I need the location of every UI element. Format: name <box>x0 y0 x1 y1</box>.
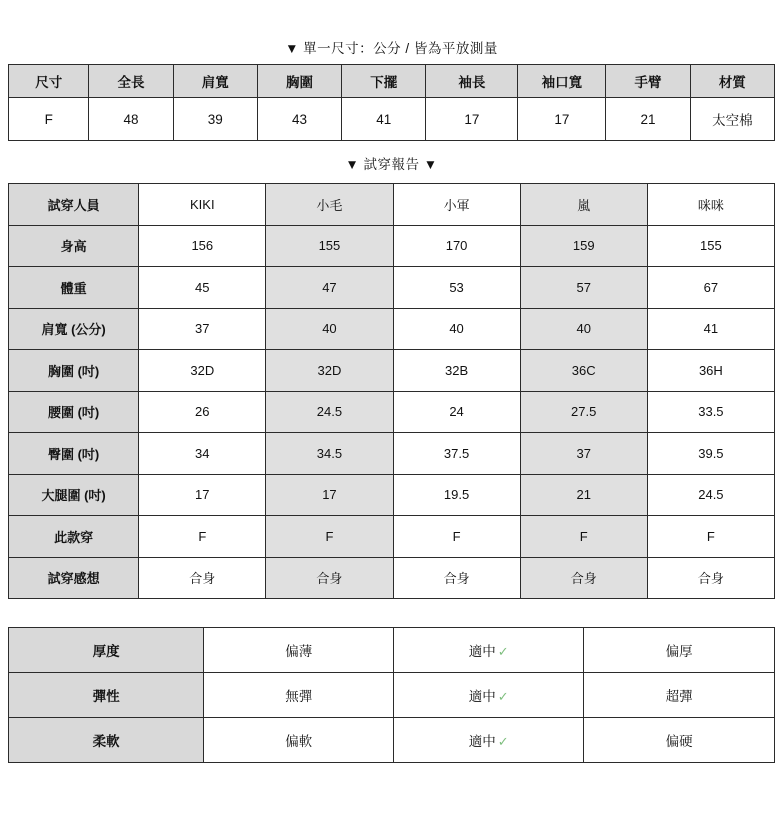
report-row-label: 腰圍 (吋) <box>9 391 139 433</box>
size-header-cell: 下擺 <box>342 65 426 98</box>
feel-option[interactable] <box>584 673 775 718</box>
size-value-cell: 21 <box>606 98 690 141</box>
table-row <box>9 474 775 516</box>
size-value-cell: 17 <box>518 98 606 141</box>
size-header-cell: 材質 <box>690 65 774 98</box>
size-header-cell: 尺寸 <box>9 65 89 98</box>
report-cell: 24.5 <box>266 391 393 433</box>
report-cell: 37 <box>520 433 647 475</box>
check-icon: ✓ <box>497 644 509 659</box>
report-row-label: 胸圍 (吋) <box>9 350 139 392</box>
report-cell: 合身 <box>393 557 520 599</box>
size-header-cell: 袖口寬 <box>518 65 606 98</box>
feel-option[interactable] <box>204 718 394 763</box>
size-table <box>8 64 775 141</box>
report-cell: 155 <box>647 225 774 267</box>
size-value-cell: 41 <box>342 98 426 141</box>
report-cell: 47 <box>266 267 393 309</box>
table-row <box>9 557 775 599</box>
size-table-value-row <box>9 98 775 141</box>
report-cell: 37.5 <box>393 433 520 475</box>
report-row-label: 身高 <box>9 225 139 267</box>
table-row <box>9 628 775 673</box>
size-value-cell: 39 <box>173 98 257 141</box>
report-cell: 19.5 <box>393 474 520 516</box>
report-cell: F <box>266 516 393 558</box>
feel-option[interactable] <box>394 718 584 763</box>
report-cell: 40 <box>520 308 647 350</box>
feel-option[interactable] <box>584 718 775 763</box>
report-cell: 155 <box>266 225 393 267</box>
feel-option-label: 無彈 <box>285 689 313 704</box>
report-row-label: 臀圍 (吋) <box>9 433 139 475</box>
feel-option-label: 偏厚 <box>665 644 693 659</box>
feel-option-label: 超彈 <box>665 689 693 704</box>
report-row-label: 肩寬 (公分) <box>9 308 139 350</box>
report-cell: 小軍 <box>393 184 520 226</box>
table-row <box>9 391 775 433</box>
check-icon: ✓ <box>497 734 509 749</box>
report-cell: 17 <box>139 474 266 516</box>
fitting-report-body <box>9 184 775 599</box>
report-cell: 21 <box>520 474 647 516</box>
table-row <box>9 433 775 475</box>
size-section-title: ▼ 單一尺寸：公分 / 皆為平放測量 <box>285 41 498 56</box>
report-cell: 67 <box>647 267 774 309</box>
report-cell: F <box>520 516 647 558</box>
report-cell: 39.5 <box>647 433 774 475</box>
feel-option-label: 偏軟 <box>285 734 313 749</box>
report-cell: 32D <box>266 350 393 392</box>
report-cell: 32B <box>393 350 520 392</box>
size-value-cell: 43 <box>257 98 341 141</box>
report-cell: 36C <box>520 350 647 392</box>
report-cell: 53 <box>393 267 520 309</box>
table-row <box>9 267 775 309</box>
report-cell: 24.5 <box>647 474 774 516</box>
report-cell: 合身 <box>266 557 393 599</box>
size-value-cell: 太空棉 <box>690 98 774 141</box>
report-row-label: 體重 <box>9 267 139 309</box>
feel-option-label: 適中 <box>468 734 496 749</box>
report-cell: 合身 <box>520 557 647 599</box>
report-cell: 40 <box>393 308 520 350</box>
feel-option[interactable] <box>204 673 394 718</box>
report-cell: 26 <box>139 391 266 433</box>
report-cell: 45 <box>139 267 266 309</box>
report-cell: 159 <box>520 225 647 267</box>
size-header-cell: 胸圍 <box>257 65 341 98</box>
table-row <box>9 184 775 226</box>
size-header-cell: 肩寬 <box>173 65 257 98</box>
table-row <box>9 673 775 718</box>
feel-option-label: 偏硬 <box>665 734 693 749</box>
feel-section <box>8 627 775 763</box>
feel-option-label: 適中 <box>468 689 496 704</box>
size-header-cell: 全長 <box>89 65 173 98</box>
report-cell: 27.5 <box>520 391 647 433</box>
report-cell: F <box>393 516 520 558</box>
report-cell: 40 <box>266 308 393 350</box>
size-value-cell: F <box>9 98 89 141</box>
report-cell: 41 <box>647 308 774 350</box>
report-cell: 37 <box>139 308 266 350</box>
size-header-cell: 手臂 <box>606 65 690 98</box>
feel-row-label: 厚度 <box>9 628 204 673</box>
feel-option[interactable] <box>394 673 584 718</box>
report-cell: 嵐 <box>520 184 647 226</box>
check-icon: ✓ <box>497 689 509 704</box>
fitting-report-table <box>8 183 775 599</box>
report-cell: 34 <box>139 433 266 475</box>
report-section-title: ▼ 試穿報告 ▼ <box>345 157 438 172</box>
report-cell: 156 <box>139 225 266 267</box>
feel-option[interactable] <box>204 628 394 673</box>
report-cell: 合身 <box>647 557 774 599</box>
table-row <box>9 516 775 558</box>
report-cell: F <box>139 516 266 558</box>
report-cell: 34.5 <box>266 433 393 475</box>
feel-option[interactable] <box>394 628 584 673</box>
table-row <box>9 225 775 267</box>
report-cell: 24 <box>393 391 520 433</box>
report-cell: 合身 <box>139 557 266 599</box>
report-cell: 57 <box>520 267 647 309</box>
feel-option-label: 偏薄 <box>285 644 313 659</box>
table-row <box>9 718 775 763</box>
feel-row-label: 柔軟 <box>9 718 204 763</box>
report-cell: KIKI <box>139 184 266 226</box>
size-value-cell: 48 <box>89 98 173 141</box>
report-cell: 32D <box>139 350 266 392</box>
feel-option[interactable] <box>584 628 775 673</box>
size-section <box>8 32 775 141</box>
report-cell: F <box>647 516 774 558</box>
feel-row-label: 彈性 <box>9 673 204 718</box>
report-cell: 咪咪 <box>647 184 774 226</box>
table-row <box>9 308 775 350</box>
product-size-chart-page <box>0 32 783 815</box>
report-row-label: 試穿感想 <box>9 557 139 599</box>
size-header-cell: 袖長 <box>426 65 518 98</box>
report-row-label: 試穿人員 <box>9 184 139 226</box>
size-value-cell: 17 <box>426 98 518 141</box>
fabric-feel-table <box>8 627 775 763</box>
size-table-header-row <box>9 65 775 98</box>
report-cell: 小毛 <box>266 184 393 226</box>
table-row <box>9 350 775 392</box>
report-row-label: 此款穿 <box>9 516 139 558</box>
report-cell: 33.5 <box>647 391 774 433</box>
report-cell: 17 <box>266 474 393 516</box>
report-row-label: 大腿圍 (吋) <box>9 474 139 516</box>
report-cell: 170 <box>393 225 520 267</box>
fabric-feel-body <box>9 628 775 763</box>
report-cell: 36H <box>647 350 774 392</box>
feel-option-label: 適中 <box>468 644 496 659</box>
